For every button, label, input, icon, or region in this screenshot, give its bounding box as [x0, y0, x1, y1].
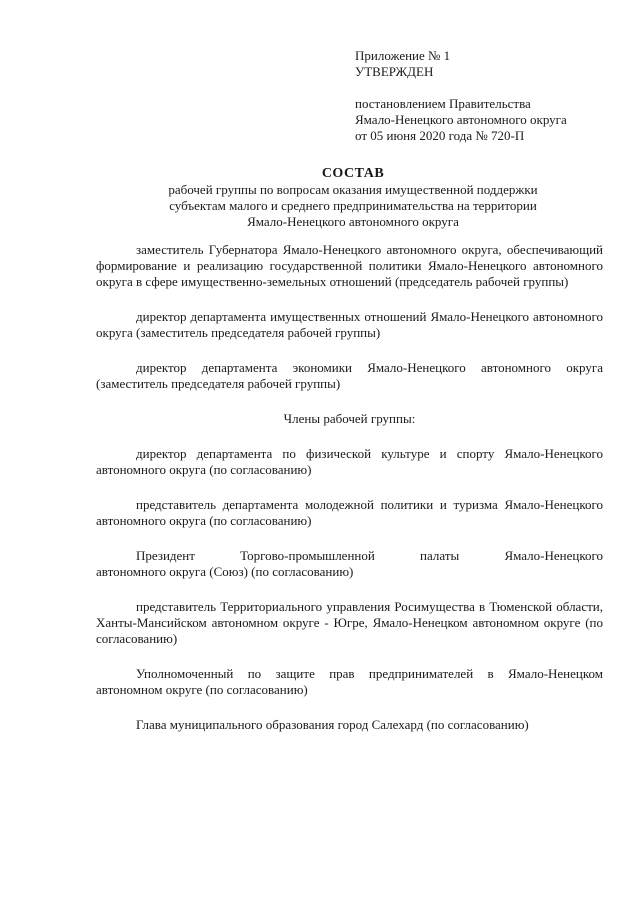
member-paragraph-6: Глава муниципального образования город Салехард (по согласованию) — [136, 717, 529, 732]
title-subline-2: субъектам малого и среднего предпринимательства на территории — [169, 198, 537, 213]
member-paragraph-3-line-2: автономного округа (Союз) (по согласованию) — [96, 564, 354, 579]
title-subline-1: рабочей группы по вопросам оказания имущественной поддержки — [168, 182, 538, 197]
member-paragraph-3-line-1: Президент Торгово-промышленной палаты Ямало-Ненецкого — [136, 548, 603, 563]
member-paragraph-2: представитель департамента молодежной политики и туризма Ямало-Ненецкого автономного округа (по согласованию) — [96, 497, 603, 528]
member-paragraph-1: директор департамента по физической культуре и спорту Ямало-Ненецкого автономного округа (по согласованию) — [96, 446, 603, 477]
document-title: СОСТАВ — [321, 166, 385, 181]
resolution-line-3: от 05 июня 2020 года № 720-П — [355, 128, 525, 143]
members-heading: Члены рабочей группы: — [283, 411, 416, 426]
title-subline-3: Ямало-Ненецкого автономного округа — [247, 214, 459, 229]
member-paragraph-5: Уполномоченный по защите прав предпринимателей в Ямало-Ненецком автономном округе (по согласованию) — [96, 666, 603, 697]
resolution-line-2: Ямало-Ненецкого автономного округа — [355, 112, 567, 127]
approval-header — [355, 48, 615, 144]
appendix-number: Приложение № 1 — [355, 48, 451, 63]
document-title-block — [96, 165, 610, 230]
document-body — [96, 242, 603, 733]
chair-paragraph: заместитель Губернатора Ямало-Ненецкого автономного округа, обеспечивающий формирование и реализацию государственной политики Ямало-Ненецкого автономного округа в сфере имущественно-земельных отношений (председатель рабочей группы) — [96, 242, 603, 289]
resolution-line-1: постановлением Правительства — [355, 96, 531, 111]
approved-stamp-text: УТВЕРЖДЕН — [355, 64, 434, 79]
deputy-chair-paragraph-2: директор департамента экономики Ямало-Ненецкого автономного округа (заместитель председателя рабочей группы) — [96, 360, 603, 391]
deputy-chair-paragraph-1: директор департамента имущественных отношений Ямало-Ненецкого автономного округа (заместитель председателя рабочей группы) — [96, 309, 603, 340]
member-paragraph-4: представитель Территориального управления Росимущества в Тюменской области, Ханты-Мансийском автономном округе - Югре, Ямало-Ненецком автономном округе (по согласованию) — [96, 599, 603, 646]
